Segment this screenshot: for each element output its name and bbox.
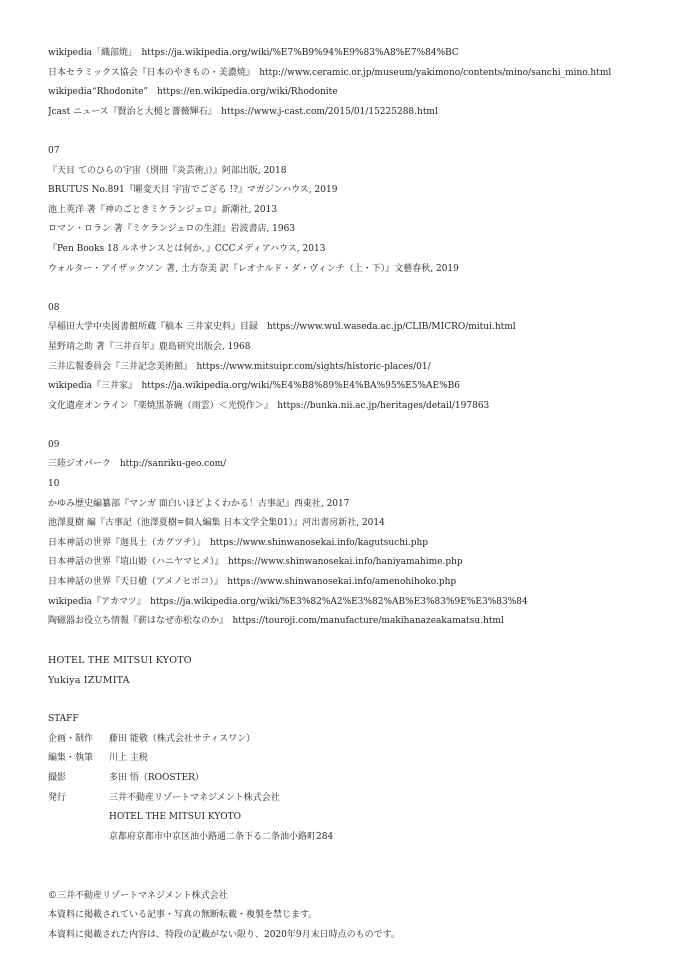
credits-block xyxy=(48,651,658,690)
reference-line: BRUTUS No.891『曜変天目 宇宙でござる !?』マガジンハウス, 2019 xyxy=(48,185,338,196)
reference-section-08 xyxy=(48,299,658,417)
reference-line: 日本神話の世界『天日槍（アメノヒボコ）』 https://www.shinwanosekai.info/amenohihoko.php xyxy=(48,577,457,588)
reference-line: ウォルター・アイザックソン 著, 土方奈美 訳『レオナルド・ダ・ヴィンチ（上・下）』文藝春秋, 2019 xyxy=(48,263,459,274)
reference-line: wikipedia“Rhodonite” https://en.wikipedia.org/wiki/Rhodonite xyxy=(48,87,338,98)
date-notice: 本資料に掲載された内容は、特段の記載がない限り、2020年9月末日時点のものです。 xyxy=(48,929,400,940)
staff-value: 川上 主税 xyxy=(109,753,148,764)
reference-line: ロマン・ロラン 著『ミケランジェロの生涯』岩波書店, 1963 xyxy=(48,224,296,235)
reprint-notice: 本資料に掲載されている記事・写真の無断転載・複製を禁じます。 xyxy=(48,910,318,921)
reference-line: 星野靖之助 著『三井百年』鹿島研究出版会, 1968 xyxy=(48,341,251,352)
reference-section-07 xyxy=(48,142,658,279)
staff-value: HOTEL THE MITSUI KYOTO xyxy=(109,812,242,823)
reference-section-09 xyxy=(48,436,658,475)
staff-value: 京都府京都市中京区油小路通二条下る二条油小路町284 xyxy=(109,831,334,842)
staff-row xyxy=(48,769,658,789)
reference-line: 日本神話の世界『埴山姫（ハニヤマヒメ）』 https://www.shinwanosekai.info/haniyamahime.php xyxy=(48,557,463,568)
section-number: 10 xyxy=(48,479,60,490)
reference-line: 早稲田大学中央図書館所蔵『稿本 三井家史料』目録 https://www.wul.waseda.ac.jp/CLIB/MICRO/mitui.html xyxy=(48,322,516,333)
reference-line: 池上英洋 著『神のごときミケランジェロ』新潮社, 2013 xyxy=(48,204,278,215)
reference-line: wikipedia『アカマツ』 https://ja.wikipedia.org/wiki/%E3%82%A2%E3%82%AB%E3%83%9E%E3%83%84 xyxy=(48,596,528,607)
reference-section-10 xyxy=(48,475,658,632)
reference-line: wikipedia「織部焼」 https://ja.wikipedia.org/wiki/%E7%B9%94%E9%83%A8%E7%84%BC xyxy=(48,48,459,58)
section-number: 07 xyxy=(48,145,60,156)
reference-line: 三陸ジオパーク http://sanriku-geo.com/ xyxy=(48,459,227,470)
reference-line: 三井広報委員会『三井記念美術館』 https://www.mitsuipr.com/sights/historic-places/01/ xyxy=(48,361,431,372)
footer-block xyxy=(48,887,658,946)
reference-line: かゆみ歴史編纂部『マンガ 面白いほどよくわかる！古事記』西東社, 2017 xyxy=(48,498,350,509)
staff-role: 発行 xyxy=(48,792,67,803)
staff-role: 撮影 xyxy=(48,772,67,783)
section-number: 08 xyxy=(48,302,60,313)
staff-value: 三井不動産リゾートマネジメント株式会社 xyxy=(109,792,280,803)
staff-row xyxy=(48,749,658,769)
copyright-text: ©三井不動産リゾートマネジメント株式会社 xyxy=(48,890,228,901)
staff-row xyxy=(48,828,658,848)
section-number: 09 xyxy=(48,439,60,450)
references-page xyxy=(48,44,658,945)
staff-row xyxy=(48,789,658,809)
author-name: Yukiya IZUMITA xyxy=(48,675,130,686)
reference-section-continued xyxy=(48,44,658,122)
staff-role: 企画・制作 xyxy=(48,733,94,744)
hotel-name: HOTEL THE MITSUI KYOTO xyxy=(48,655,192,667)
staff-block xyxy=(48,710,658,847)
reference-line: 文化遺産オンライン『楽焼黒茶碗（雨雲）＜光悦作＞』 https://bunka.nii.ac.jp/heritages/detail/197863 xyxy=(48,400,490,411)
staff-row xyxy=(48,808,658,828)
reference-line: 『Pen Books 18 ルネサンスとは何か。』CCCメディアハウス, 2013 xyxy=(48,243,326,254)
reference-line: Jcast ニュース『賢治と大槌と薔薇輝石』 https://www.j-cast.com/2015/01/15225288.html xyxy=(48,106,438,117)
reference-line: wikipedia『三井家』 https://ja.wikipedia.org/wiki/%E4%B8%89%E4%BA%95%E5%AE%B6 xyxy=(48,381,460,392)
reference-line: 池澤夏樹 編『古事記（池澤夏樹=個人編集 日本文学全集01）』河出書房新社, 2014 xyxy=(48,518,385,529)
staff-value: 藤田 能敬（株式会社サティスワン） xyxy=(109,733,256,744)
staff-value: 多田 悟（ROOSTER） xyxy=(109,772,204,783)
staff-role: 編集・執筆 xyxy=(48,753,94,764)
reference-line: 日本神話の世界『迦具土（カグツチ）』 https://www.shinwanosekai.info/kagutsuchi.php xyxy=(48,537,429,548)
staff-row xyxy=(48,730,658,750)
staff-heading: STAFF xyxy=(48,714,79,725)
reference-line: 陶磁器お役立ち情報『薪はなぜ赤松なのか』 https://touroji.com/manufacture/makihanazeakamatsu.html xyxy=(48,616,504,627)
reference-line: 『天目 てのひらの宇宙（別冊『炎芸術』）』阿部出版, 2018 xyxy=(48,165,287,176)
reference-line: 日本セラミックス協会『日本のやきもの・美濃焼』 http://www.ceramic.or.jp/museum/yakimono/contents/mino/sanchi_mino.html xyxy=(48,67,612,78)
